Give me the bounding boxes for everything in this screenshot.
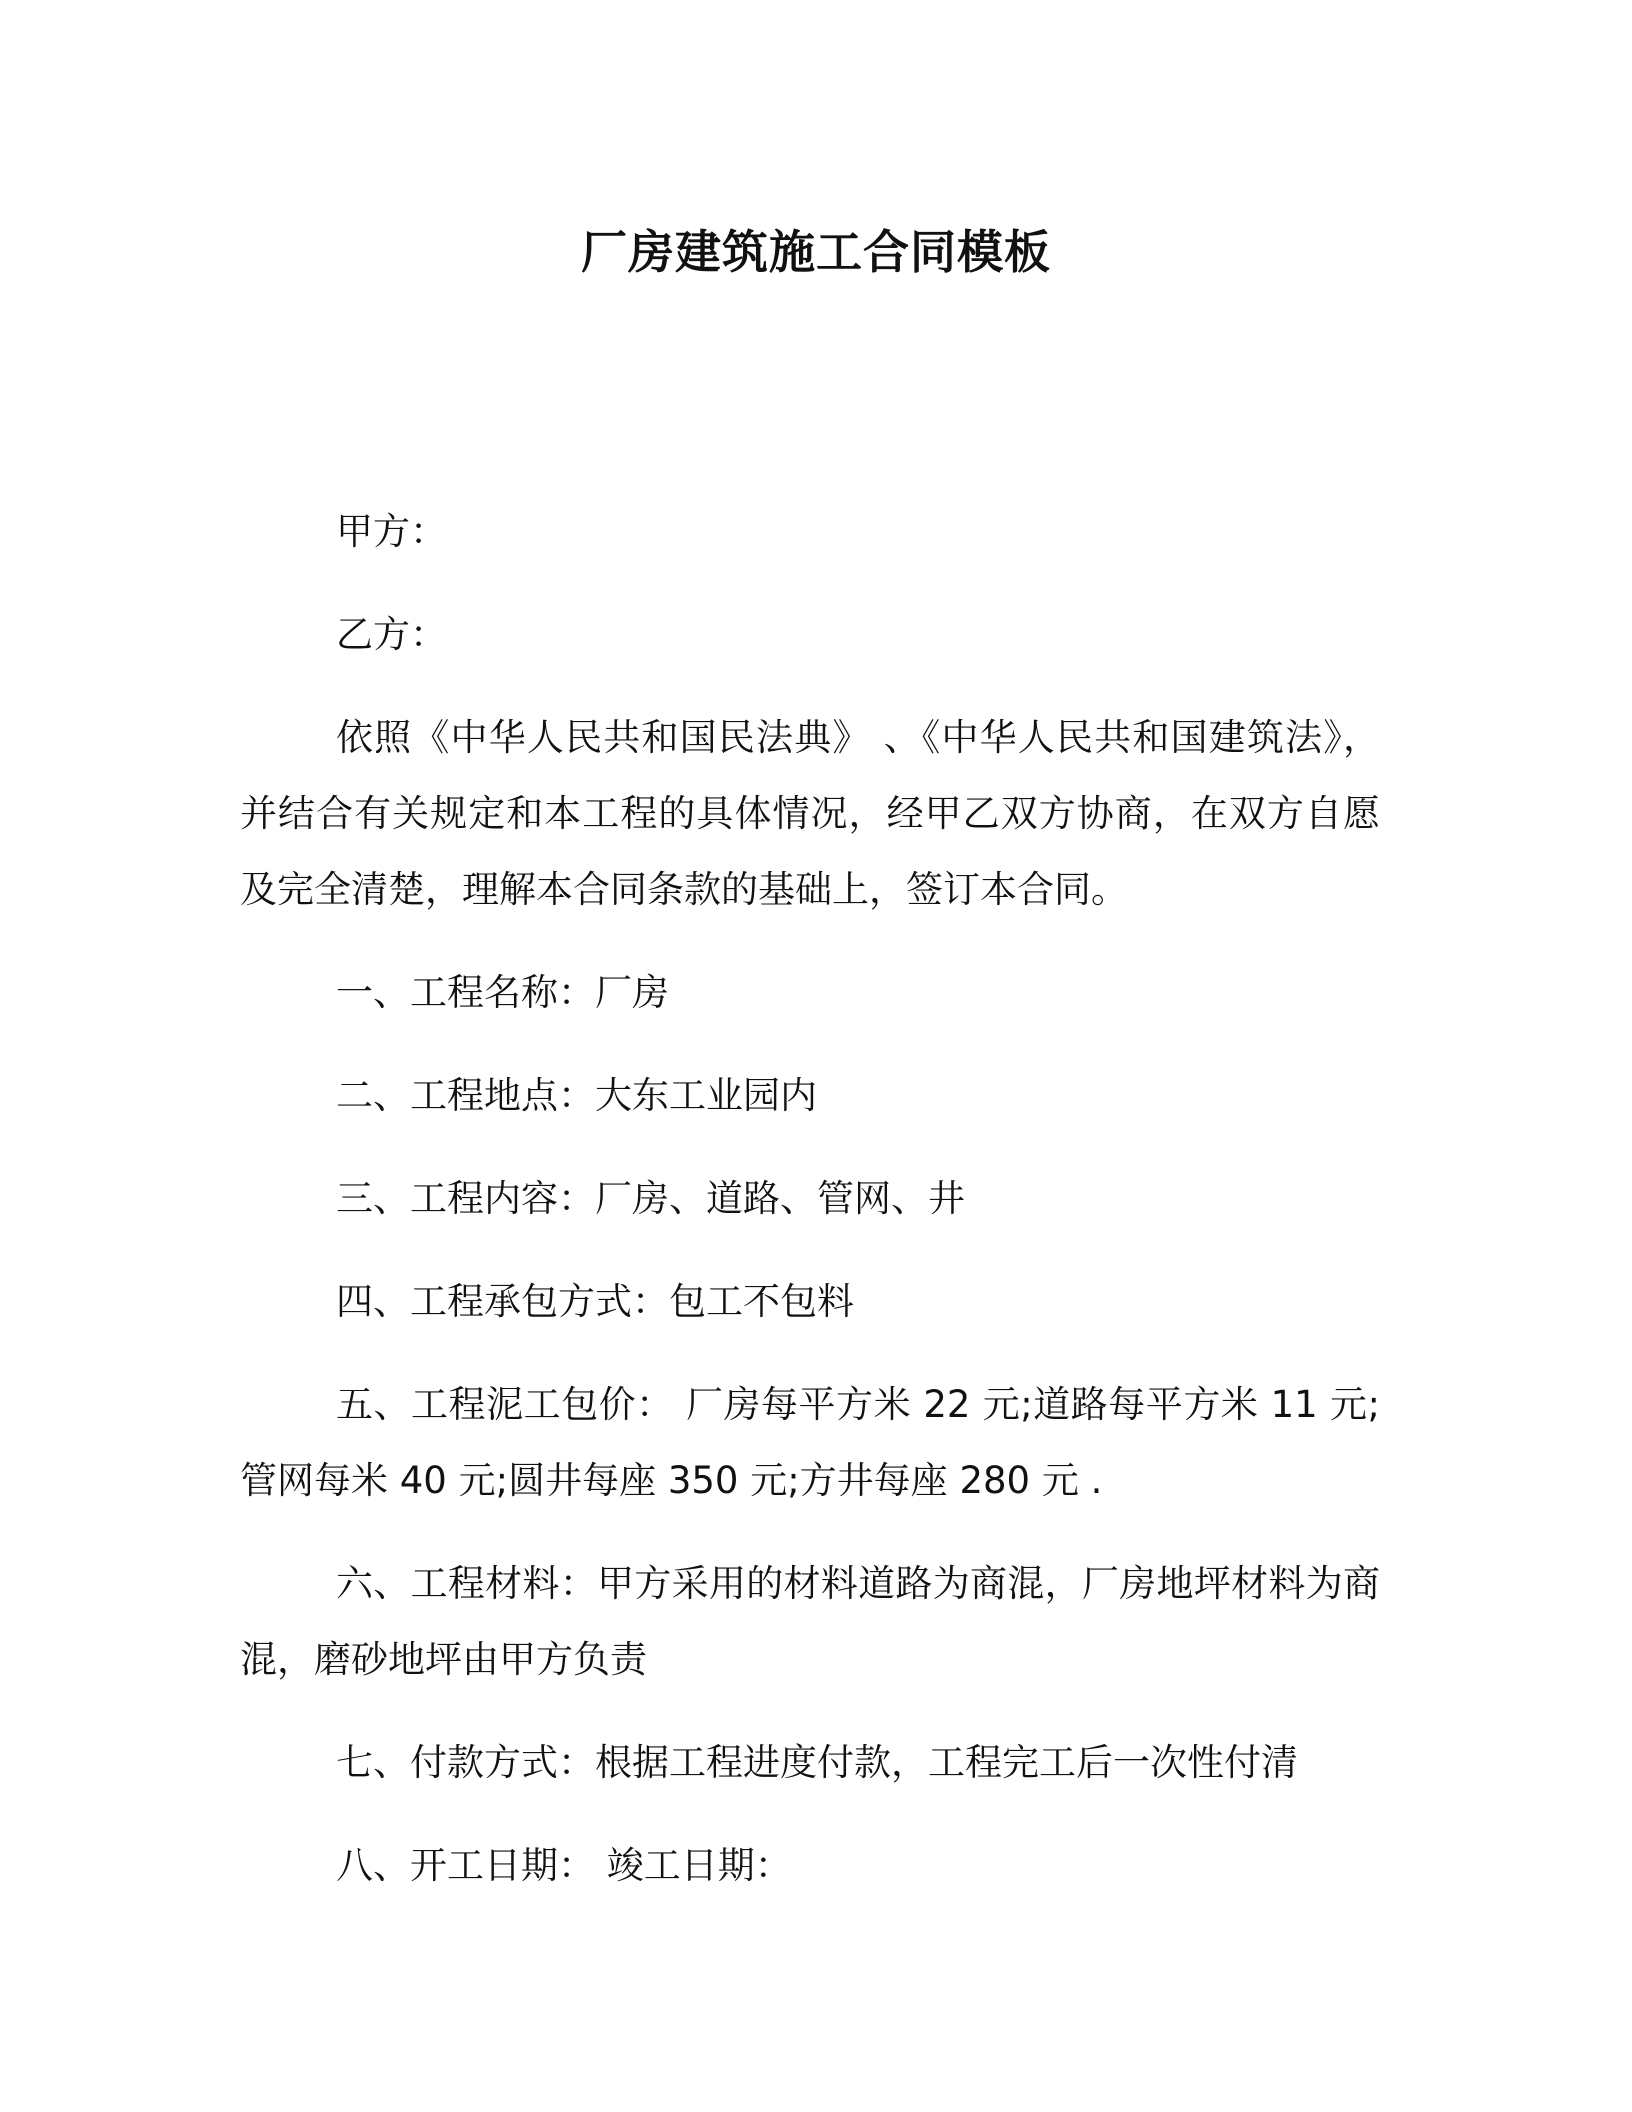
clause-6-materials: 六、工程材料：甲方采用的材料道路为商混，厂房地坪材料为商混，磨砂地坪由甲方负责 xyxy=(240,1562,1380,1681)
document-title: 厂房建筑施工合同模板 xyxy=(581,225,1051,279)
clause-3-project-content: 三、工程内容：厂房、道路、管网、井 xyxy=(336,1177,965,1220)
clause-8-dates: 八、开工日期： 竣工日期： xyxy=(336,1844,792,1887)
document-body xyxy=(240,494,1380,1931)
clause-2-project-location: 二、工程地点：大东工业园内 xyxy=(336,1074,817,1117)
preamble-paragraph: 依照《中华人民共和国民法典》 、《中华人民共和国建筑法》，并结合有关规定和本工程的具体情况，经甲乙双方协商，在双方自愿及完全清楚，理解本合同条款的基础上，签订本合同。 xyxy=(240,716,1380,911)
clause-1-project-name: 一、工程名称：厂房 xyxy=(336,971,669,1014)
party-b-line: 乙方： xyxy=(336,613,447,656)
clause-5-labor-price: 五、工程泥工包价： 厂房每平方米 22 元;道路每平方米 11 元;管网每米 40 元;圆井每座 350 元;方井每座 280 元 . xyxy=(240,1383,1380,1502)
party-a-line: 甲方： xyxy=(336,510,447,553)
clause-4-contracting-method: 四、工程承包方式：包工不包料 xyxy=(336,1280,854,1323)
clause-7-payment-method: 七、付款方式：根据工程进度付款，工程完工后一次性付清 xyxy=(336,1741,1298,1784)
